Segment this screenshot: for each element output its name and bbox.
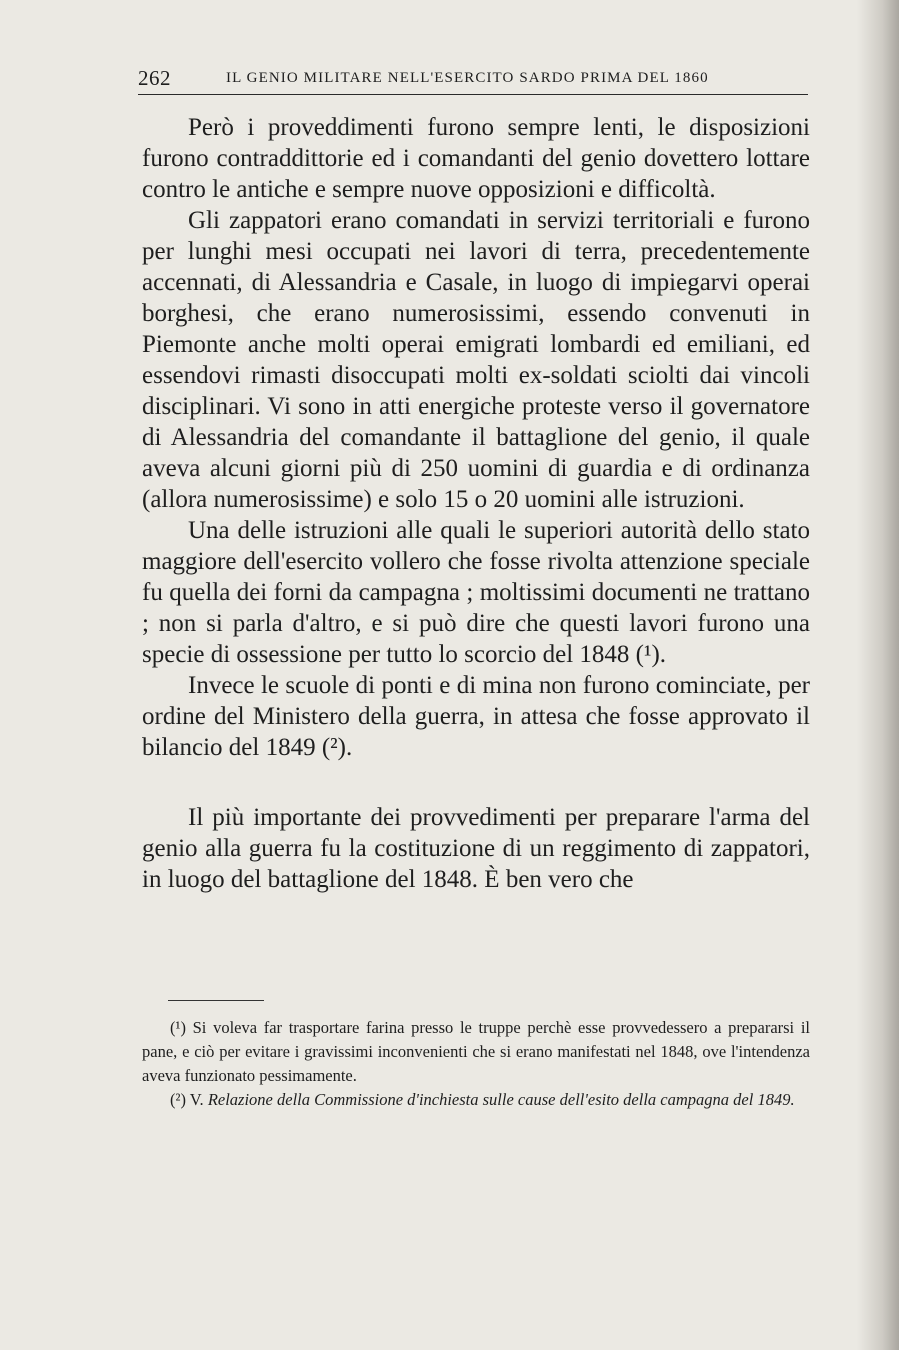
paragraph-4: Invece le scuole di ponti e di mina non furono cominciate, per ordine del Ministero della guerra, in attesa che fosse approvato il bilancio del 1849 (²). — [142, 672, 810, 761]
footnote-rule — [168, 1000, 264, 1001]
paragraph-2: Gli zappatori erano comandati in servizi territoriali e furono per lunghi mesi occupati nei lavori di terra, precedentemente accennati, di Alessandria e Casale, in luogo di impiegarvi operai borghesi, che erano numerosissimi, essendo convenuti in Piemonte anche molti operai emigrati lombardi ed emiliani, ed essendovi rimasti disoccupati molti ex-soldati sciolti dai vincoli disciplinari. Vi sono in atti energiche proteste verso il governatore di Alessandria del comandante il battaglione del genio, il quale aveva alcuni giorni più di 250 uomini di guardia e di ordinanza (allora numerosissime) e solo 15 o 20 uomini alle istruzioni. — [142, 207, 810, 513]
paragraph-1: Però i proveddimenti furono sempre lenti, le disposizioni furono contraddittorie ed i comandanti del genio dovettero lottare contro le antiche e sempre nuove opposizioni e difficoltà. — [142, 114, 810, 203]
paragraph-5: Il più importante dei provvedimenti per preparare l'arma del genio alla guerra fu la costituzione di un reggimento di zappatori, in luogo del battaglione del 1848. È ben vero che — [142, 804, 810, 893]
running-header — [138, 66, 808, 95]
page-number: 262 — [138, 66, 171, 90]
footnote-2-citation: Relazione della Commissione d'inchiesta sulle cause dell'esito della campagna del 1849. — [207, 1090, 795, 1109]
scan-shadow-edge — [857, 0, 899, 1350]
running-title: IL GENIO MILITARE NELL'ESERCITO SARDO PRIMA DEL 1860 — [226, 70, 709, 86]
section-break — [142, 763, 810, 802]
footnotes — [142, 1016, 810, 1112]
paragraph-3: Una delle istruzioni alle quali le superiori autorità dello stato maggiore dell'esercito vollero che fosse rivolta attenzione speciale fu quella dei forni da campagna ; moltissimi documenti ne trattano ; non si parla d'altro, e si può dire che questi lavori furono una specie di ossessione per tutto lo scorcio del 1848 (¹). — [142, 517, 810, 668]
footnote-1: (¹) Si voleva far trasportare farina presso le truppe perchè esse provvedessero a prepararsi il pane, e ciò per evitare i gravissimi inconvenienti che si erano manifestati nel 1848, ove l'intendenza aveva funzionato pessimamente. — [142, 1018, 810, 1085]
body-text — [142, 112, 810, 895]
footnote-2-prefix: (²) V. — [170, 1090, 204, 1109]
footnote-2 — [142, 1088, 810, 1112]
